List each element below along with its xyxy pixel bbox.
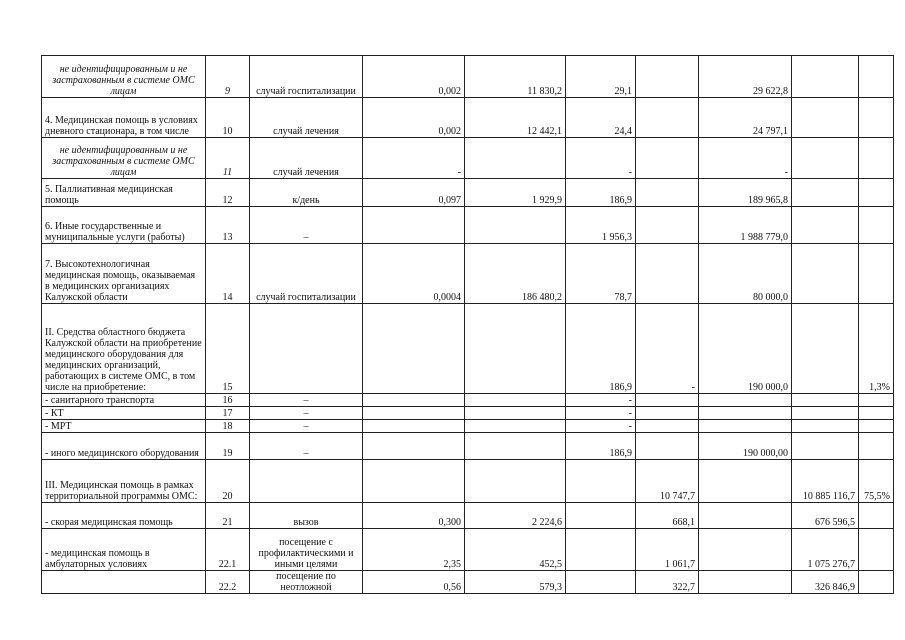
value-per-capita-oms — [636, 56, 699, 98]
value-standard — [363, 304, 465, 394]
value-cost: 12 442,1 — [465, 98, 566, 138]
unit-of-measure: – — [250, 207, 363, 244]
value-total-oms: 1 075 276,7 — [792, 529, 859, 571]
row-label: - КТ — [42, 407, 206, 420]
unit-of-measure: случай лечения — [250, 138, 363, 179]
table-body — [42, 56, 894, 594]
value-percent — [859, 420, 894, 433]
value-per-capita-budget — [566, 571, 636, 594]
row-number: 19 — [206, 433, 250, 460]
value-total-budget — [699, 571, 792, 594]
unit-of-measure: к/день — [250, 179, 363, 207]
value-per-capita-budget: 24,4 — [566, 98, 636, 138]
value-per-capita-oms — [636, 420, 699, 433]
row-number: 14 — [206, 244, 250, 304]
table-row — [42, 304, 894, 394]
value-percent — [859, 394, 894, 407]
value-total-oms — [792, 56, 859, 98]
value-standard: 0,300 — [363, 503, 465, 529]
row-label — [42, 571, 206, 594]
value-total-oms — [792, 433, 859, 460]
table-row — [42, 138, 894, 179]
row-label: не идентифицированным и не застрахованным в системе ОМС лицам — [42, 138, 206, 179]
value-percent: 75,5% — [859, 460, 894, 503]
value-total-budget — [699, 460, 792, 503]
value-cost — [465, 433, 566, 460]
table-row — [42, 207, 894, 244]
value-total-budget — [699, 420, 792, 433]
table-row — [42, 179, 894, 207]
value-per-capita-budget: - — [566, 138, 636, 179]
row-label: 5. Паллиативная медицинская помощь — [42, 179, 206, 207]
value-cost — [465, 394, 566, 407]
value-cost — [465, 407, 566, 420]
value-cost: 2 224,6 — [465, 503, 566, 529]
unit-of-measure — [250, 304, 363, 394]
value-total-budget: 24 797,1 — [699, 98, 792, 138]
row-label: - медицинская помощь в амбулаторных условиях — [42, 529, 206, 571]
value-percent — [859, 56, 894, 98]
value-cost — [465, 304, 566, 394]
value-per-capita-budget: 186,9 — [566, 433, 636, 460]
value-standard — [363, 460, 465, 503]
row-number: 10 — [206, 98, 250, 138]
row-number: 22.1 — [206, 529, 250, 571]
table-row — [42, 503, 894, 529]
value-per-capita-budget: - — [566, 394, 636, 407]
row-number: 20 — [206, 460, 250, 503]
value-per-capita-oms — [636, 138, 699, 179]
table-row — [42, 433, 894, 460]
financing-table — [41, 55, 894, 594]
row-number: 16 — [206, 394, 250, 407]
value-per-capita-budget: 186,9 — [566, 179, 636, 207]
value-total-budget: - — [699, 138, 792, 179]
value-per-capita-budget: 1 956,3 — [566, 207, 636, 244]
value-percent — [859, 529, 894, 571]
value-total-budget: 190 000,00 — [699, 433, 792, 460]
unit-of-measure: – — [250, 407, 363, 420]
value-percent — [859, 503, 894, 529]
value-total-budget — [699, 503, 792, 529]
row-number: 12 — [206, 179, 250, 207]
unit-of-measure: – — [250, 433, 363, 460]
value-cost: 452,5 — [465, 529, 566, 571]
unit-of-measure: случай госпитализации — [250, 244, 363, 304]
value-per-capita-budget: 186,9 — [566, 304, 636, 394]
row-number: 15 — [206, 304, 250, 394]
unit-of-measure: – — [250, 394, 363, 407]
value-total-budget — [699, 394, 792, 407]
value-total-budget: 190 000,0 — [699, 304, 792, 394]
value-standard — [363, 420, 465, 433]
value-total-budget: 80 000,0 — [699, 244, 792, 304]
value-per-capita-budget: - — [566, 420, 636, 433]
table-row — [42, 244, 894, 304]
value-per-capita-oms: 10 747,7 — [636, 460, 699, 503]
value-total-oms — [792, 98, 859, 138]
table-row — [42, 394, 894, 407]
row-label: не идентифицированным и не застрахованным в системе ОМС лицам — [42, 56, 206, 98]
value-per-capita-budget: 78,7 — [566, 244, 636, 304]
unit-of-measure: посещение с профилактическими и иными целями — [250, 529, 363, 571]
row-number: 22.2 — [206, 571, 250, 594]
value-percent — [859, 433, 894, 460]
value-percent — [859, 244, 894, 304]
table-row — [42, 460, 894, 503]
value-percent — [859, 138, 894, 179]
value-total-oms — [792, 179, 859, 207]
value-standard — [363, 394, 465, 407]
table-row — [42, 98, 894, 138]
value-standard: 0,097 — [363, 179, 465, 207]
value-per-capita-budget — [566, 529, 636, 571]
row-number: 21 — [206, 503, 250, 529]
row-number: 11 — [206, 138, 250, 179]
value-total-budget: 29 622,8 — [699, 56, 792, 98]
value-per-capita-oms: 1 061,7 — [636, 529, 699, 571]
value-per-capita-oms — [636, 244, 699, 304]
value-per-capita-oms — [636, 433, 699, 460]
table-row — [42, 407, 894, 420]
row-label: - МРТ — [42, 420, 206, 433]
row-number: 17 — [206, 407, 250, 420]
value-total-oms — [792, 138, 859, 179]
value-total-budget — [699, 407, 792, 420]
value-percent: 1,3% — [859, 304, 894, 394]
row-label: - иного медицинского оборудования — [42, 433, 206, 460]
value-per-capita-budget — [566, 460, 636, 503]
value-total-oms — [792, 394, 859, 407]
value-total-oms: 326 846,9 — [792, 571, 859, 594]
value-standard — [363, 207, 465, 244]
value-cost — [465, 207, 566, 244]
value-per-capita-budget — [566, 503, 636, 529]
value-total-oms: 676 596,5 — [792, 503, 859, 529]
value-per-capita-oms: 668,1 — [636, 503, 699, 529]
value-total-oms — [792, 420, 859, 433]
row-label: III. Медицинская помощь в рамках территориальной программы ОМС: — [42, 460, 206, 503]
value-total-budget: 189 965,8 — [699, 179, 792, 207]
row-number: 18 — [206, 420, 250, 433]
unit-of-measure: случай госпитализации — [250, 56, 363, 98]
value-total-oms — [792, 207, 859, 244]
value-per-capita-oms — [636, 98, 699, 138]
value-cost — [465, 420, 566, 433]
value-percent — [859, 571, 894, 594]
table-row — [42, 56, 894, 98]
table-row — [42, 420, 894, 433]
value-cost — [465, 138, 566, 179]
value-cost: 1 929,9 — [465, 179, 566, 207]
unit-of-measure: случай лечения — [250, 98, 363, 138]
row-label: II. Средства областного бюджета Калужской области на приобретение медицинского оборудования для медицинских организаций, работающих в системе ОМС, в том числе на приобретение: — [42, 304, 206, 394]
value-standard: 0,002 — [363, 98, 465, 138]
value-per-capita-budget: - — [566, 407, 636, 420]
row-label: - санитарного транспорта — [42, 394, 206, 407]
row-label: 4. Медицинская помощь в условиях дневного стационара, в том числе — [42, 98, 206, 138]
row-label: 6. Иные государственные и муниципальные услуги (работы) — [42, 207, 206, 244]
value-total-budget: 1 988 779,0 — [699, 207, 792, 244]
row-label: - скорая медицинская помощь — [42, 503, 206, 529]
table-row — [42, 571, 894, 594]
value-per-capita-budget: 29,1 — [566, 56, 636, 98]
value-per-capita-oms — [636, 394, 699, 407]
value-per-capita-oms — [636, 179, 699, 207]
value-total-oms — [792, 407, 859, 420]
row-number: 13 — [206, 207, 250, 244]
value-percent — [859, 207, 894, 244]
unit-of-measure — [250, 460, 363, 503]
value-standard — [363, 407, 465, 420]
value-cost: 186 480,2 — [465, 244, 566, 304]
row-number: 9 — [206, 56, 250, 98]
value-total-budget — [699, 529, 792, 571]
value-per-capita-oms — [636, 207, 699, 244]
value-standard: 0,0004 — [363, 244, 465, 304]
unit-of-measure: посещение по неотложной — [250, 571, 363, 594]
unit-of-measure: – — [250, 420, 363, 433]
value-per-capita-oms — [636, 407, 699, 420]
value-per-capita-oms: 322,7 — [636, 571, 699, 594]
value-standard: 0,56 — [363, 571, 465, 594]
row-label: 7. Высокотехнологичная медицинская помощь, оказываемая в медицинских организациях Калужской области — [42, 244, 206, 304]
value-standard — [363, 433, 465, 460]
value-percent — [859, 407, 894, 420]
value-total-oms: 10 885 116,7 — [792, 460, 859, 503]
value-standard: 2,35 — [363, 529, 465, 571]
value-per-capita-oms: - — [636, 304, 699, 394]
value-standard: - — [363, 138, 465, 179]
value-cost — [465, 460, 566, 503]
value-total-oms — [792, 304, 859, 394]
value-percent — [859, 98, 894, 138]
value-cost: 579,3 — [465, 571, 566, 594]
value-percent — [859, 179, 894, 207]
value-cost: 11 830,2 — [465, 56, 566, 98]
value-total-oms — [792, 244, 859, 304]
value-standard: 0,002 — [363, 56, 465, 98]
table-row — [42, 529, 894, 571]
unit-of-measure: вызов — [250, 503, 363, 529]
